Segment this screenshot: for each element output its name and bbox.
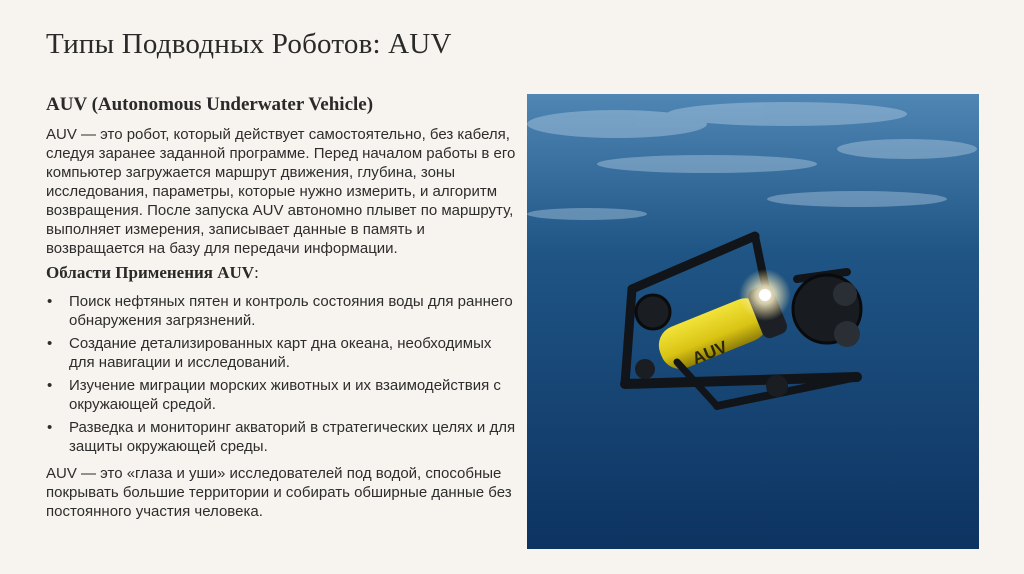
applications-heading [46, 262, 516, 284]
auv-photo [527, 94, 979, 549]
slide-title: Типы Подводных Роботов: AUV [46, 28, 452, 60]
bullet-icon: • [47, 293, 53, 310]
bullet-icon: • [47, 377, 53, 394]
applications-heading-text: Области Применения AUV [46, 263, 255, 282]
subtitle: AUV (Autonomous Underwater Vehicle) [46, 94, 374, 115]
hull-label: AUV [689, 337, 730, 369]
list-item-text: Изучение миграции морских животных и их взаимодействия с окружающей средой. [69, 377, 501, 413]
list-item-text: Поиск нефтяных пятен и контроль состояния воды для раннего обнаружения загрязнений. [69, 293, 513, 329]
list-item-text: Разведка и мониторинг акваторий в стратегических целях и для защиты окружающей среды. [69, 419, 516, 455]
list-item [46, 292, 516, 330]
bullet-icon: • [47, 335, 53, 352]
list-item [46, 376, 516, 414]
applications-list [46, 292, 516, 456]
bullet-icon: • [47, 419, 53, 436]
intro-paragraph: AUV — это робот, который действует самостоятельно, без кабеля, следуя заранее заданной программе. Перед началом работы в его компьютер загружается маршрут движения, глубина, зоны исследования, параметры, которые нужно измерить, и алгоритм возвращения. После запуска AUV автономно плывет по маршруту, выполняет измерения, записывает данные в память и возвращается на базу для передачи информации. [46, 126, 516, 257]
list-item [46, 334, 516, 372]
list-item-text: Создание детализированных карт дна океана, необходимых для навигации и исследований. [69, 335, 492, 371]
text-column [46, 92, 516, 521]
list-item [46, 418, 516, 456]
conclusion-paragraph: AUV — это «глаза и уши» исследователей под водой, способные покрывать большие территории и собирать обширные данные без постоянного участия человека. [46, 465, 512, 520]
applications-heading-colon: : [254, 263, 259, 282]
